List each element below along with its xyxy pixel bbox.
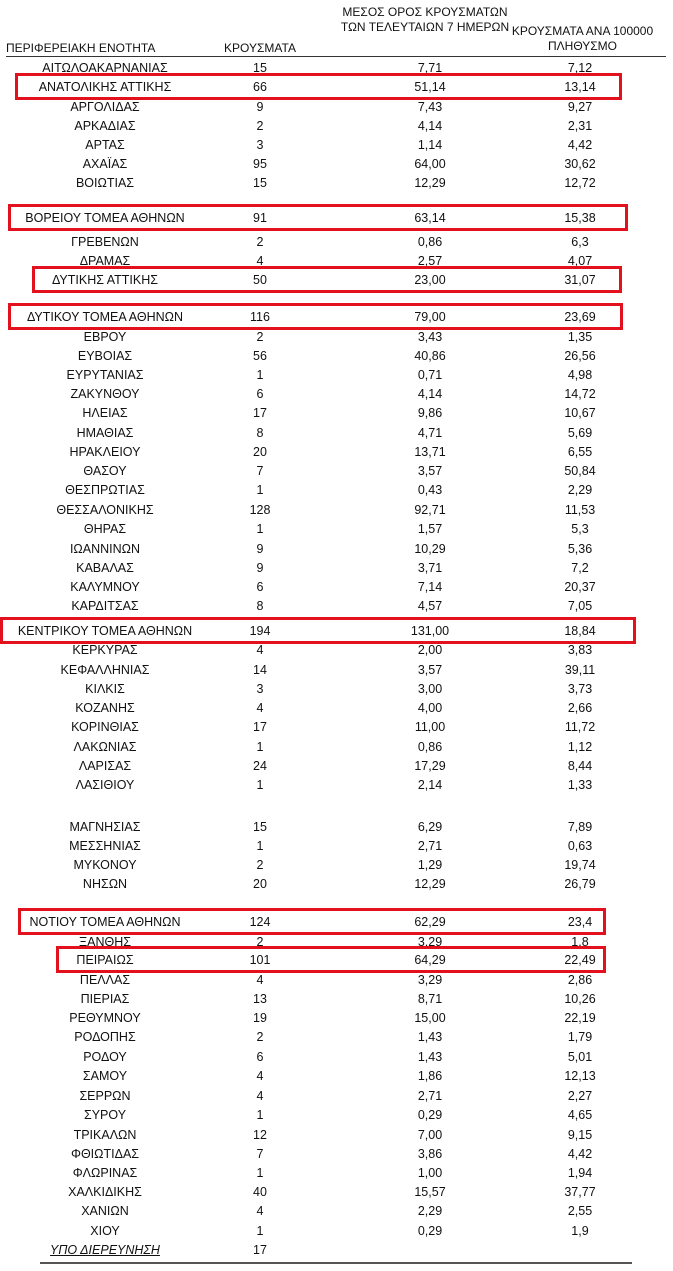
cases-value: 3 bbox=[256, 682, 264, 696]
per-100k-value: 7,05 bbox=[567, 599, 593, 613]
region-name: ΚΕΡΚΥΡΑΣ bbox=[72, 643, 138, 657]
average-value: 7,00 bbox=[417, 1128, 443, 1142]
table-row bbox=[0, 856, 673, 875]
cases-value: 50 bbox=[253, 273, 267, 287]
table-row bbox=[0, 776, 673, 795]
region-name: ΗΛΕΙΑΣ bbox=[82, 406, 128, 420]
cases-value: 14 bbox=[253, 663, 267, 677]
per-100k-value: 10,26 bbox=[564, 992, 596, 1006]
per-100k-value: 9,27 bbox=[567, 100, 593, 114]
average-value: 64,29 bbox=[414, 953, 446, 967]
region-name: ΚΑΒΑΛΑΣ bbox=[76, 561, 134, 575]
per-100k-value: 2,66 bbox=[567, 701, 593, 715]
region-name: ΠΙΕΡΙΑΣ bbox=[80, 992, 130, 1006]
highlight-box bbox=[18, 908, 606, 935]
table-row bbox=[0, 1183, 673, 1202]
cases-value: 4 bbox=[256, 254, 264, 268]
table-row bbox=[0, 1164, 673, 1183]
cases-value: 1 bbox=[256, 368, 264, 382]
region-name: ΘΗΡΑΣ bbox=[83, 522, 127, 536]
average-value: 0,43 bbox=[417, 483, 443, 497]
per-100k-value: 5,01 bbox=[567, 1050, 593, 1064]
cases-value: 1 bbox=[256, 1108, 264, 1122]
region-name: ΔΥΤΙΚΟΥ ΤΟΜΕΑ ΑΘΗΝΩΝ bbox=[26, 310, 184, 324]
header-rule bbox=[6, 56, 666, 57]
region-name: ΥΠΟ ΔΙΕΡΕΥΝΗΣΗ bbox=[50, 1243, 160, 1257]
cases-value: 1 bbox=[256, 1224, 264, 1238]
table-row bbox=[0, 443, 673, 462]
average-value: 3,00 bbox=[417, 682, 443, 696]
table-row bbox=[0, 1028, 673, 1047]
average-value: 1,14 bbox=[417, 138, 443, 152]
cases-value: 15 bbox=[253, 61, 267, 75]
per-100k-value: 4,65 bbox=[567, 1108, 593, 1122]
per-100k-value: 14,72 bbox=[564, 387, 596, 401]
table-row bbox=[0, 597, 673, 616]
per-100k-value: 20,37 bbox=[564, 580, 596, 594]
average-value: 2,71 bbox=[417, 1089, 443, 1103]
table-row bbox=[0, 117, 673, 136]
per-100k-value: 26,56 bbox=[564, 349, 596, 363]
per-100k-value: 23,4 bbox=[567, 915, 593, 929]
region-name: ΣΕΡΡΩΝ bbox=[79, 1089, 131, 1103]
table-row bbox=[0, 155, 673, 174]
average-value: 0,29 bbox=[417, 1108, 443, 1122]
table-row bbox=[0, 1048, 673, 1067]
average-value: 3,57 bbox=[417, 663, 443, 677]
per-100k-value: 15,38 bbox=[564, 211, 596, 225]
cases-value: 4 bbox=[256, 1204, 264, 1218]
per-100k-value: 6,55 bbox=[567, 445, 593, 459]
average-value: 8,71 bbox=[417, 992, 443, 1006]
cases-value: 15 bbox=[253, 820, 267, 834]
cases-value: 56 bbox=[253, 349, 267, 363]
table-row bbox=[0, 818, 673, 837]
average-value: 15,00 bbox=[414, 1011, 446, 1025]
region-name: ΞΑΝΘΗΣ bbox=[79, 935, 131, 949]
cases-value: 91 bbox=[253, 211, 267, 225]
region-name: ΗΜΑΘΙΑΣ bbox=[76, 426, 134, 440]
cases-value: 2 bbox=[256, 1030, 264, 1044]
average-value: 2,57 bbox=[417, 254, 443, 268]
highlight-box bbox=[15, 73, 622, 100]
average-value: 40,86 bbox=[414, 349, 446, 363]
average-value: 1,43 bbox=[417, 1050, 443, 1064]
average-value: 92,71 bbox=[414, 503, 446, 517]
per-100k-value: 37,77 bbox=[564, 1185, 596, 1199]
table-row bbox=[0, 875, 673, 894]
average-value: 2,00 bbox=[417, 643, 443, 657]
cases-value: 2 bbox=[256, 330, 264, 344]
table-row bbox=[0, 520, 673, 539]
cases-value: 2 bbox=[256, 858, 264, 872]
table-row bbox=[0, 366, 673, 385]
region-name: ΔΡΑΜΑΣ bbox=[79, 254, 131, 268]
table-row bbox=[0, 699, 673, 718]
average-value: 7,14 bbox=[417, 580, 443, 594]
per-100k-value: 1,12 bbox=[567, 740, 593, 754]
region-name: ΚΟΡΙΝΘΙΑΣ bbox=[71, 720, 139, 734]
region-name: ΡΟΔΟΥ bbox=[83, 1050, 127, 1064]
cases-value: 1 bbox=[256, 778, 264, 792]
per-100k-value: 9,15 bbox=[567, 1128, 593, 1142]
cases-value: 24 bbox=[253, 759, 267, 773]
average-value: 4,57 bbox=[417, 599, 443, 613]
region-name: ΕΒΡΟΥ bbox=[83, 330, 127, 344]
per-100k-value: 11,72 bbox=[564, 720, 596, 734]
cases-value: 4 bbox=[256, 701, 264, 715]
cases-value: 6 bbox=[256, 580, 264, 594]
average-value: 1,57 bbox=[417, 522, 443, 536]
per-100k-value: 31,07 bbox=[564, 273, 596, 287]
per-100k-value: 2,86 bbox=[567, 973, 593, 987]
cases-value: 66 bbox=[253, 80, 267, 94]
table-row bbox=[0, 501, 673, 520]
average-value: 64,00 bbox=[414, 157, 446, 171]
region-name: ΖΑΚΥΝΘΟΥ bbox=[70, 387, 140, 401]
region-name: ΑΡΓΟΛΙΔΑΣ bbox=[70, 100, 140, 114]
per-100k-value: 3,83 bbox=[567, 643, 593, 657]
region-name: ΗΡΑΚΛΕΙΟΥ bbox=[69, 445, 141, 459]
highlight-box bbox=[8, 204, 628, 231]
cases-value: 7 bbox=[256, 1147, 264, 1161]
average-value: 12,29 bbox=[414, 877, 446, 891]
per-100k-value: 13,14 bbox=[564, 80, 596, 94]
table-row bbox=[0, 233, 673, 252]
cases-value: 13 bbox=[253, 992, 267, 1006]
average-value: 23,00 bbox=[414, 273, 446, 287]
region-name: ΑΡΚΑΔΙΑΣ bbox=[74, 119, 136, 133]
table-row bbox=[0, 1067, 673, 1086]
region-name: ΕΥΒΟΙΑΣ bbox=[77, 349, 133, 363]
region-name: ΦΘΙΩΤΙΔΑΣ bbox=[70, 1147, 140, 1161]
cases-value: 2 bbox=[256, 119, 264, 133]
cases-value: 128 bbox=[249, 503, 271, 517]
average-value: 0,86 bbox=[417, 235, 443, 249]
table-row bbox=[0, 424, 673, 443]
region-name: ΚΑΛΥΜΝΟΥ bbox=[70, 580, 140, 594]
cases-value: 4 bbox=[256, 1089, 264, 1103]
table-row bbox=[0, 738, 673, 757]
average-value: 9,86 bbox=[417, 406, 443, 420]
table-row bbox=[0, 174, 673, 193]
per-100k-value: 19,74 bbox=[564, 858, 596, 872]
cases-value: 101 bbox=[249, 953, 271, 967]
region-name: ΚΙΛΚΙΣ bbox=[85, 682, 125, 696]
region-name: ΘΕΣΠΡΩΤΙΑΣ bbox=[65, 483, 145, 497]
region-name: ΣΥΡΟΥ bbox=[83, 1108, 127, 1122]
region-name: ΚΑΡΔΙΤΣΑΣ bbox=[71, 599, 139, 613]
cases-value: 20 bbox=[253, 877, 267, 891]
average-value: 3,57 bbox=[417, 464, 443, 478]
cases-value: 17 bbox=[253, 1243, 267, 1257]
average-value: 2,14 bbox=[417, 778, 443, 792]
cases-value: 95 bbox=[253, 157, 267, 171]
highlight-box bbox=[8, 303, 623, 330]
per-100k-value: 3,73 bbox=[567, 682, 593, 696]
region-name: ΚΟΖΑΝΗΣ bbox=[75, 701, 135, 715]
region-name: ΧΙΟΥ bbox=[90, 1224, 120, 1238]
table-row bbox=[0, 1087, 673, 1106]
average-value: 131,00 bbox=[410, 624, 450, 638]
table-row bbox=[0, 404, 673, 423]
region-name: ΙΩΑΝΝΙΝΩΝ bbox=[69, 542, 141, 556]
cases-value: 12 bbox=[253, 1128, 267, 1142]
region-name: ΦΛΩΡΙΝΑΣ bbox=[72, 1166, 138, 1180]
table-row bbox=[0, 578, 673, 597]
average-value: 3,29 bbox=[417, 935, 443, 949]
region-name: ΒΟΙΩΤΙΑΣ bbox=[75, 176, 135, 190]
table-row bbox=[0, 1241, 673, 1260]
table-row bbox=[0, 385, 673, 404]
per-100k-value: 22,19 bbox=[564, 1011, 596, 1025]
region-name: ΡΟΔΟΠΗΣ bbox=[74, 1030, 136, 1044]
average-value: 79,00 bbox=[414, 310, 446, 324]
region-name: ΝΟΤΙΟΥ ΤΟΜΕΑ ΑΘΗΝΩΝ bbox=[29, 915, 181, 929]
average-value: 62,29 bbox=[414, 915, 446, 929]
per-100k-value: 8,44 bbox=[567, 759, 593, 773]
average-value: 2,71 bbox=[417, 839, 443, 853]
per-100k-value: 5,69 bbox=[567, 426, 593, 440]
region-name: ΒΟΡΕΙΟΥ ΤΟΜΕΑ ΑΘΗΝΩΝ bbox=[25, 211, 185, 225]
region-name: ΓΡΕΒΕΝΩΝ bbox=[71, 235, 139, 249]
per-100k-value: 5,36 bbox=[567, 542, 593, 556]
average-value: 4,71 bbox=[417, 426, 443, 440]
average-value: 13,71 bbox=[414, 445, 446, 459]
table-row bbox=[0, 1009, 673, 1028]
per-100k-value: 4,42 bbox=[567, 1147, 593, 1161]
region-name: ΜΥΚΟΝΟΥ bbox=[73, 858, 137, 872]
table-row bbox=[0, 1106, 673, 1125]
average-value: 7,71 bbox=[417, 61, 443, 75]
region-name: ΑΧΑΪΑΣ bbox=[82, 157, 128, 171]
table-row bbox=[0, 661, 673, 680]
cases-value: 1 bbox=[256, 740, 264, 754]
average-value: 6,29 bbox=[417, 820, 443, 834]
average-value: 10,29 bbox=[414, 542, 446, 556]
region-name: ΚΕΝΤΡΙΚΟΥ ΤΟΜΕΑ ΑΘΗΝΩΝ bbox=[17, 624, 193, 638]
cases-value: 4 bbox=[256, 973, 264, 987]
average-value: 0,71 bbox=[417, 368, 443, 382]
cases-value: 124 bbox=[249, 915, 271, 929]
table-row bbox=[0, 1145, 673, 1164]
header-col-cases: ΚΡΟΥΣΜΑΤΑ bbox=[224, 41, 296, 55]
cases-value: 9 bbox=[256, 100, 264, 114]
per-100k-value: 1,9 bbox=[571, 1224, 589, 1238]
header-col-region: ΠΕΡΙΦΕΡΕΙΑΚΗ ΕΝΟΤΗΤΑ bbox=[6, 41, 156, 55]
region-name: ΘΕΣΣΑΛΟΝΙΚΗΣ bbox=[56, 503, 154, 517]
region-name: ΑΡΤΑΣ bbox=[85, 138, 125, 152]
cases-value: 15 bbox=[253, 176, 267, 190]
per-100k-value: 7,2 bbox=[571, 561, 589, 575]
highlight-box bbox=[56, 946, 606, 973]
cases-value: 2 bbox=[256, 235, 264, 249]
region-name: ΠΕΙΡΑΙΩΣ bbox=[76, 953, 134, 967]
region-name: ΕΥΡΥΤΑΝΙΑΣ bbox=[66, 368, 144, 382]
per-100k-value: 5,3 bbox=[571, 522, 589, 536]
region-name: ΛΑΡΙΣΑΣ bbox=[78, 759, 132, 773]
highlight-box bbox=[32, 266, 622, 293]
table-row bbox=[0, 718, 673, 737]
per-100k-value: 26,79 bbox=[564, 877, 596, 891]
average-value: 3,86 bbox=[417, 1147, 443, 1161]
cases-value: 2 bbox=[256, 935, 264, 949]
per-100k-value: 22,49 bbox=[564, 953, 596, 967]
table-row bbox=[0, 559, 673, 578]
table-row bbox=[0, 1202, 673, 1221]
per-100k-value: 10,67 bbox=[564, 406, 596, 420]
region-name: ΛΑΚΩΝΙΑΣ bbox=[73, 740, 137, 754]
region-name: ΧΑΛΚΙΔΙΚΗΣ bbox=[68, 1185, 142, 1199]
per-100k-value: 4,42 bbox=[567, 138, 593, 152]
table-row bbox=[0, 990, 673, 1009]
cases-value: 8 bbox=[256, 426, 264, 440]
average-value: 3,43 bbox=[417, 330, 443, 344]
table-row bbox=[0, 680, 673, 699]
region-name: ΧΑΝΙΩΝ bbox=[81, 1204, 129, 1218]
region-name: ΜΕΣΣΗΝΙΑΣ bbox=[69, 839, 141, 853]
per-100k-value: 50,84 bbox=[564, 464, 596, 478]
average-value: 15,57 bbox=[414, 1185, 446, 1199]
cases-value: 6 bbox=[256, 387, 264, 401]
table-row bbox=[0, 481, 673, 500]
per-100k-value: 6,3 bbox=[571, 235, 589, 249]
cases-value: 40 bbox=[253, 1185, 267, 1199]
average-value: 63,14 bbox=[414, 211, 446, 225]
cases-value: 17 bbox=[253, 720, 267, 734]
per-100k-value: 1,33 bbox=[567, 778, 593, 792]
region-name: ΡΕΘΥΜΝΟΥ bbox=[69, 1011, 141, 1025]
average-value: 0,29 bbox=[417, 1224, 443, 1238]
average-value: 51,14 bbox=[414, 80, 446, 94]
region-name: ΜΑΓΝΗΣΙΑΣ bbox=[69, 820, 141, 834]
cases-value: 4 bbox=[256, 1069, 264, 1083]
region-name: ΚΕΦΑΛΛΗΝΙΑΣ bbox=[60, 663, 150, 677]
cases-value: 1 bbox=[256, 522, 264, 536]
average-value: 4,14 bbox=[417, 387, 443, 401]
header-col-7day-average: ΜΕΣΟΣ ΟΡΟΣ ΚΡΟΥΣΜΑΤΩΝ ΤΩΝ ΤΕΛΕΥΤΑΙΩΝ 7 ΗΜΕΡΩΝ bbox=[340, 5, 510, 34]
table-row bbox=[0, 1126, 673, 1145]
cases-value: 4 bbox=[256, 643, 264, 657]
per-100k-value: 12,13 bbox=[564, 1069, 596, 1083]
per-100k-value: 4,98 bbox=[567, 368, 593, 382]
per-100k-value: 7,12 bbox=[567, 61, 593, 75]
per-100k-value: 1,35 bbox=[567, 330, 593, 344]
region-name: ΑΙΤΩΛΟΑΚΑΡΝΑΝΙΑΣ bbox=[42, 61, 168, 75]
average-value: 1,29 bbox=[417, 858, 443, 872]
table-row bbox=[0, 971, 673, 990]
per-100k-value: 30,62 bbox=[564, 157, 596, 171]
cases-value: 116 bbox=[250, 310, 270, 324]
per-100k-value: 4,07 bbox=[567, 254, 593, 268]
average-value: 11,00 bbox=[414, 720, 446, 734]
region-name: ΘΑΣΟΥ bbox=[83, 464, 127, 478]
cases-value: 9 bbox=[256, 561, 264, 575]
per-100k-value: 1,8 bbox=[571, 935, 589, 949]
per-100k-value: 1,94 bbox=[567, 1166, 593, 1180]
average-value: 4,14 bbox=[417, 119, 443, 133]
table-row bbox=[0, 540, 673, 559]
header-col-per-100k: ΚΡΟΥΣΜΑΤΑ ΑΝΑ 100000 ΠΛΗΘΥΣΜΟ bbox=[511, 24, 654, 53]
table-row bbox=[0, 136, 673, 155]
table-row bbox=[0, 641, 673, 660]
bottom-rule bbox=[40, 1262, 632, 1264]
region-name: ΑΝΑΤΟΛΙΚΗΣ ΑΤΤΙΚΗΣ bbox=[38, 80, 172, 94]
average-value: 1,43 bbox=[417, 1030, 443, 1044]
cases-value: 8 bbox=[256, 599, 264, 613]
cases-value: 3 bbox=[256, 138, 264, 152]
per-100k-value: 2,31 bbox=[567, 119, 593, 133]
cases-value: 6 bbox=[256, 1050, 264, 1064]
average-value: 12,29 bbox=[414, 176, 446, 190]
region-name: ΛΑΣΙΘΙΟΥ bbox=[75, 778, 135, 792]
per-100k-value: 2,29 bbox=[567, 483, 593, 497]
per-100k-value: 12,72 bbox=[564, 176, 596, 190]
table-row bbox=[0, 757, 673, 776]
cases-value: 194 bbox=[249, 624, 271, 638]
cases-value: 1 bbox=[256, 839, 264, 853]
region-name: ΠΕΛΛΑΣ bbox=[79, 973, 131, 987]
per-100k-value: 2,55 bbox=[567, 1204, 593, 1218]
region-name: ΤΡΙΚΑΛΩΝ bbox=[73, 1128, 137, 1142]
per-100k-value: 23,69 bbox=[564, 310, 596, 324]
table-row bbox=[0, 837, 673, 856]
average-value: 7,43 bbox=[417, 100, 443, 114]
per-100k-value: 0,63 bbox=[567, 839, 593, 853]
highlight-box bbox=[0, 617, 636, 644]
cases-value: 1 bbox=[256, 1166, 264, 1180]
per-100k-value: 18,84 bbox=[564, 624, 596, 638]
per-100k-value: 1,79 bbox=[567, 1030, 593, 1044]
table-row bbox=[0, 328, 673, 347]
table-row bbox=[0, 1222, 673, 1241]
table-row bbox=[0, 98, 673, 117]
cases-value: 9 bbox=[256, 542, 264, 556]
average-value: 4,00 bbox=[417, 701, 443, 715]
per-100k-value: 2,27 bbox=[567, 1089, 593, 1103]
region-name: ΝΗΣΩΝ bbox=[82, 877, 128, 891]
per-100k-value: 7,89 bbox=[567, 820, 593, 834]
cases-value: 19 bbox=[253, 1011, 267, 1025]
average-value: 1,00 bbox=[417, 1166, 443, 1180]
average-value: 3,71 bbox=[417, 561, 443, 575]
average-value: 1,86 bbox=[417, 1069, 443, 1083]
table-row bbox=[0, 462, 673, 481]
average-value: 3,29 bbox=[417, 973, 443, 987]
cases-value: 1 bbox=[256, 483, 264, 497]
average-value: 0,86 bbox=[417, 740, 443, 754]
average-value: 2,29 bbox=[417, 1204, 443, 1218]
table-row bbox=[0, 347, 673, 366]
region-name: ΔΥΤΙΚΗΣ ΑΤΤΙΚΗΣ bbox=[52, 273, 158, 287]
per-100k-value: 11,53 bbox=[564, 503, 596, 517]
region-name: ΣΑΜΟΥ bbox=[82, 1069, 128, 1083]
per-100k-value: 39,11 bbox=[564, 663, 596, 677]
cases-value: 7 bbox=[256, 464, 264, 478]
cases-value: 20 bbox=[253, 445, 267, 459]
average-value: 17,29 bbox=[414, 759, 446, 773]
cases-value: 17 bbox=[253, 406, 267, 420]
